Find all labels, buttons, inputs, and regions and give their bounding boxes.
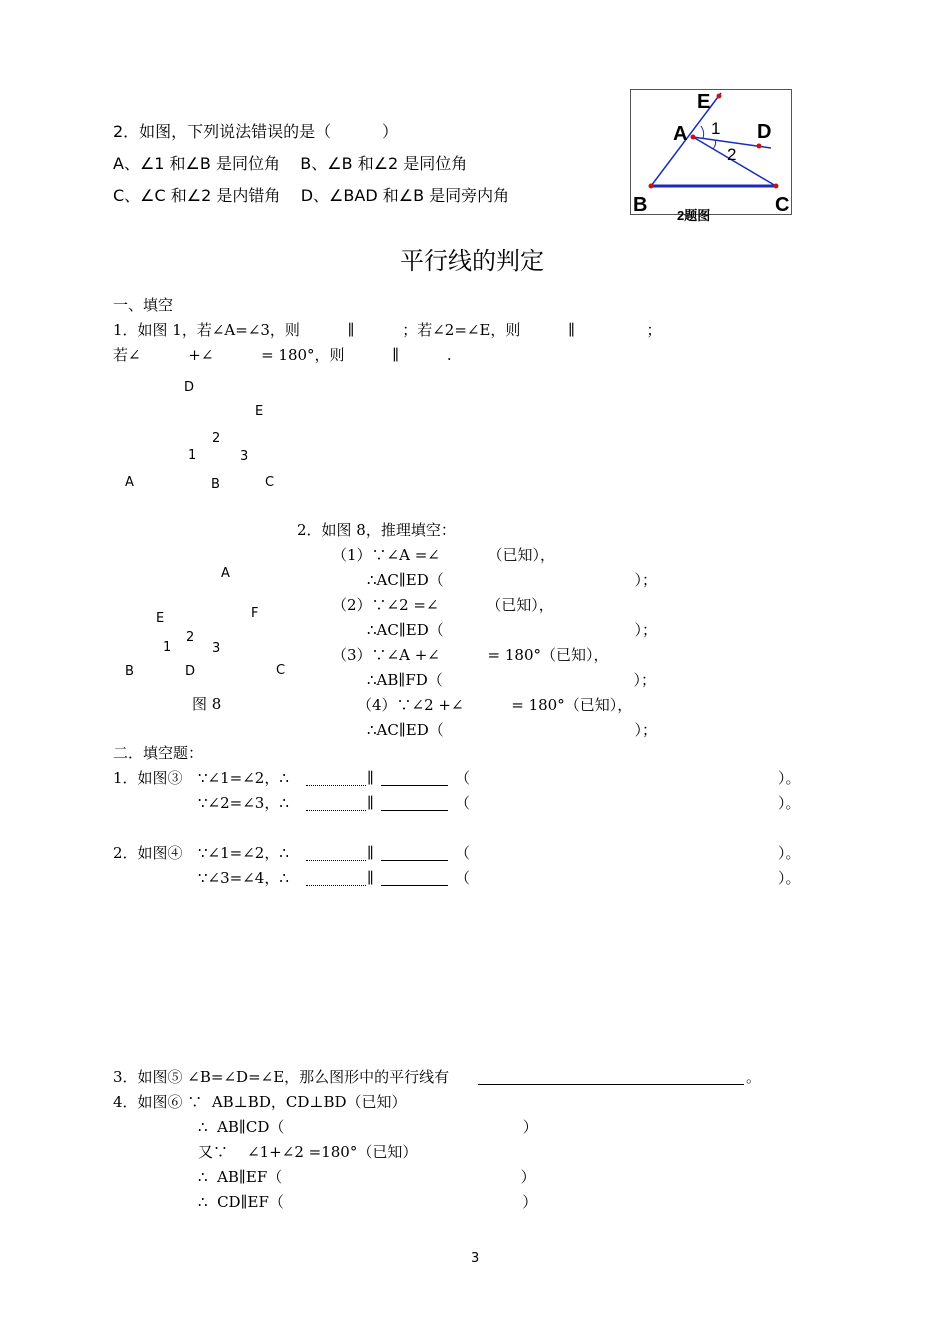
q2-options-cd: C、∠C 和∠2 是内错角 D、∠BAD 和∠B 是同旁内角 <box>113 186 510 205</box>
fig1-label-3: 3 <box>240 449 249 464</box>
paren-close: ）。 <box>778 869 801 887</box>
label-2: 2 <box>727 145 737 164</box>
blank[interactable] <box>381 796 448 811</box>
paren-close: ）。 <box>778 844 801 862</box>
point-d <box>757 144 762 149</box>
point-b <box>649 184 654 189</box>
angle1-arc <box>701 126 704 138</box>
fig8-label-3: 3 <box>212 641 221 656</box>
point-c <box>774 184 779 189</box>
s1-q2-line: ∴AC∥ED（ ）； <box>367 621 657 639</box>
s2-q4-line: ∴ AB∥CD（ ） <box>198 1118 538 1136</box>
fig8-label-1: 1 <box>163 640 172 655</box>
fig1-label-c: C <box>265 475 275 490</box>
s1-q2-line: ∴AC∥ED（ ）； <box>367 571 657 589</box>
label-c: C <box>775 194 790 216</box>
s2-q4-line: ∴ AB∥EF（ ） <box>198 1168 536 1186</box>
blank[interactable] <box>306 846 366 861</box>
fig1-label-1: 1 <box>188 448 197 463</box>
s1-q1-line2: 若∠ +∠ = 180°，则 ∥ . <box>113 346 452 364</box>
s2-q2a-condition: ∵∠1=∠2，∴ <box>198 844 289 862</box>
fig8-label-b: B <box>125 664 134 679</box>
s1-q1-line1: 1．如图 1，若∠A=∠3，则 ∥ ；若∠2=∠E，则 ∥ ； <box>113 321 662 339</box>
q2-stem: 2．如图，下列说法错误的是（ ） <box>113 122 399 141</box>
blank[interactable] <box>306 796 366 811</box>
fig1-label-d: D <box>184 380 195 395</box>
paren-open: （ <box>455 794 471 812</box>
s1-q2-line: （4）∵∠2 +∠ = 180°（已知）， <box>357 696 633 714</box>
s1-q2-line: ∴AC∥ED（ ）； <box>367 721 657 739</box>
paren-close: ）。 <box>778 794 801 812</box>
label-e: E <box>697 91 711 113</box>
parallel-symbol: ∥ <box>367 794 374 812</box>
s1-q2-line: （2）∵∠2 =∠ （已知）， <box>332 596 554 614</box>
fig8-label-2: 2 <box>186 630 195 645</box>
fig8-label-d: D <box>185 664 196 679</box>
blank[interactable] <box>306 771 366 786</box>
label-b: B <box>633 194 648 216</box>
q2-options-ab: A、∠1 和∠B 是同位角 B、∠B 和∠2 是同位角 <box>113 154 468 173</box>
s2-q2b-condition: ∵∠3=∠4，∴ <box>198 869 289 887</box>
figure-caption: 2题图 <box>677 208 711 223</box>
fig1-label-2: 2 <box>212 431 221 446</box>
fig8-label-a: A <box>221 566 230 581</box>
point-e <box>717 94 722 99</box>
paren-open: （ <box>455 769 471 787</box>
fig1-label-e: E <box>255 404 264 419</box>
s2-q1-prefix: 1．如图③ <box>113 769 183 787</box>
fig8-label-f: F <box>251 606 259 621</box>
q2-figure <box>630 89 792 223</box>
section1-heading: 一、填空 <box>113 296 174 314</box>
blank[interactable] <box>381 771 448 786</box>
s2-q1b-condition: ∵∠2=∠3，∴ <box>198 794 289 812</box>
s2-q4-line: ∴ CD∥EF（ ） <box>198 1193 538 1211</box>
label-d: D <box>757 121 772 143</box>
label-1: 1 <box>711 119 721 138</box>
s1-q2-line: （3）∵∠A +∠ = 180°（已知）， <box>332 646 609 664</box>
s2-q2-prefix: 2．如图④ <box>113 844 183 862</box>
blank[interactable] <box>478 1070 744 1085</box>
parallel-symbol: ∥ <box>367 869 374 887</box>
paren-open: （ <box>455 844 471 862</box>
parallel-symbol: ∥ <box>367 844 374 862</box>
label-a: A <box>673 123 688 145</box>
s2-q3-text: 3．如图⑤ ∠B=∠D=∠E，那么图形中的平行线有 <box>113 1068 450 1086</box>
s2-q1a-condition: ∵∠1=∠2，∴ <box>198 769 289 787</box>
s1-q2-line: ∴AB∥FD（ ）； <box>367 671 656 689</box>
parallel-symbol: ∥ <box>367 769 374 787</box>
fig8-caption: 图 8 <box>192 695 222 713</box>
blank[interactable] <box>306 871 366 886</box>
q2-figure-svg <box>631 90 791 223</box>
fig1-label-a: A <box>125 475 134 490</box>
blank[interactable] <box>381 871 448 886</box>
point-a <box>691 135 696 140</box>
fig8-label-e: E <box>156 611 165 626</box>
blank[interactable] <box>381 846 448 861</box>
fig1-label-b: B <box>211 477 220 492</box>
s2-q4-line: 4．如图⑥ ∵ AB⊥BD，CD⊥BD（已知） <box>113 1093 407 1111</box>
fig8-label-c: C <box>276 663 286 678</box>
s2-q4-line: 又∵ ∠1+∠2 =180°（已知） <box>198 1143 418 1161</box>
angle2-arc <box>713 140 716 149</box>
paren-open: （ <box>455 869 471 887</box>
s1-q2-line: （1）∵∠A =∠ （已知）， <box>332 546 556 564</box>
s2-q3-end: 。 <box>746 1068 762 1086</box>
s1-q2-title: 2．如图 8，推理填空： <box>297 521 456 539</box>
section2-heading: 二．填空题： <box>113 744 204 762</box>
page-title: 平行线的判定 <box>400 247 544 275</box>
page-number: 3 <box>471 1251 480 1266</box>
paren-close: ）。 <box>778 769 801 787</box>
